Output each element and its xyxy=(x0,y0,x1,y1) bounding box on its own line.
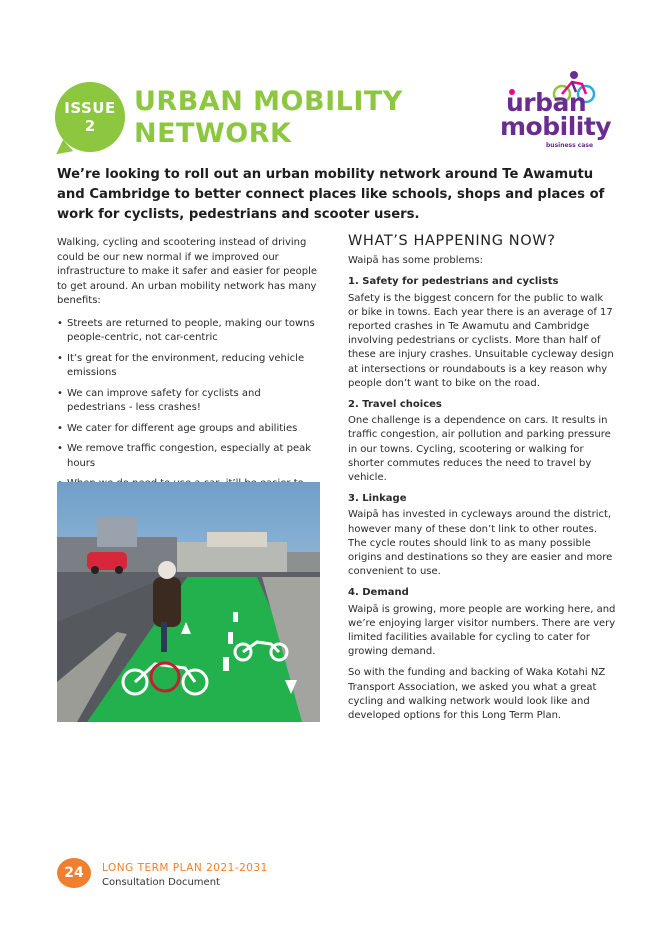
footer-subtitle: Consultation Document xyxy=(102,877,220,888)
page-title-line1: URBAN MOBILITY xyxy=(134,86,403,117)
left-column xyxy=(57,236,319,512)
problem-body-linkage: Waipā has invested in cycleways around the district, however many of these don’t link to other routes. The cycle routes should link to as many possible origins and destinations so they are easier and more convenient to use. xyxy=(348,509,613,578)
list-item: • We can improve safety for cyclists and pedestrians - less crashes! xyxy=(57,387,319,416)
section-lead: Waipā has some problems: xyxy=(348,255,484,267)
section-heading: WHAT’S HAPPENING NOW? xyxy=(348,233,556,249)
cycleway-illustration xyxy=(57,482,320,722)
benefits-intro: Walking, cycling and scootering instead of driving could be our new normal if we improved our infrastructure to make it safer and easier for people to get around. An urban mobility network has many benefits: xyxy=(57,237,317,306)
logo-text-urban: urban xyxy=(506,88,587,117)
problem-body-demand: Waipā is growing, more people are working here, and we’re enjoying larger visitor numbers. There are very limited facilities available for cycling to cater for growing demand. xyxy=(348,603,616,658)
footer-title: LONG TERM PLAN 2021-2031 xyxy=(102,862,268,874)
problem-title-travel: 2. Travel choices xyxy=(348,399,442,411)
issue-number: 2 xyxy=(84,117,96,135)
problem-body-safety: Safety is the biggest concern for the public to walk or bike in towns. Each year there is an average of 17 reported crashes in Te Awamutu and Cambridge involving pedestrians or cyclists. More than half of these are injury crashes. Unsuitable cycleway design at intersections or roundabouts is a key reason why people don’t want to bike on the road. xyxy=(348,292,614,389)
cycleway-photo xyxy=(57,482,320,722)
right-column xyxy=(348,234,616,730)
logo-tagline: business case xyxy=(546,142,594,149)
list-item: • It’s great for the environment, reducing vehicle emissions xyxy=(57,352,319,381)
page-title-line2: NETWORK xyxy=(134,118,292,149)
intro-paragraph: We’re looking to roll out an urban mobility network around Te Awamutu and Cambridge to better connect places like schools, shops and places of work for cyclists, pedestrians and scooter users. xyxy=(57,167,605,222)
problem-title-linkage: 3. Linkage xyxy=(348,493,407,505)
list-item: • We cater for different age groups and abilities xyxy=(57,422,319,437)
issue-label: ISSUE xyxy=(64,99,116,117)
benefits-list xyxy=(57,317,319,507)
issue-badge xyxy=(55,82,125,152)
page-number: 24 xyxy=(57,858,91,888)
problem-body-travel: One challenge is a dependence on cars. It results in traffic congestion, air pollution and parking pressure in our towns. Cycling, scootering or walking for shorter commutes reduces the need to travel by vehicle. xyxy=(348,415,611,484)
problem-title-safety: 1. Safety for pedestrians and cyclists xyxy=(348,276,559,288)
urban-mobility-logo xyxy=(498,70,618,154)
closing-paragraph: So with the funding and backing of Waka Kotahi NZ Transport Association, we asked you what a great cycling and walking network would look like and developed options for this Long Term Plan. xyxy=(348,667,606,722)
page-title xyxy=(134,86,403,150)
list-item: • Streets are returned to people, making our towns people-centric, not car-centric xyxy=(57,317,319,346)
problem-title-demand: 4. Demand xyxy=(348,587,409,599)
list-item: • We remove traffic congestion, especially at peak hours xyxy=(57,442,319,471)
logo-text-mobility: mobility xyxy=(500,112,612,141)
